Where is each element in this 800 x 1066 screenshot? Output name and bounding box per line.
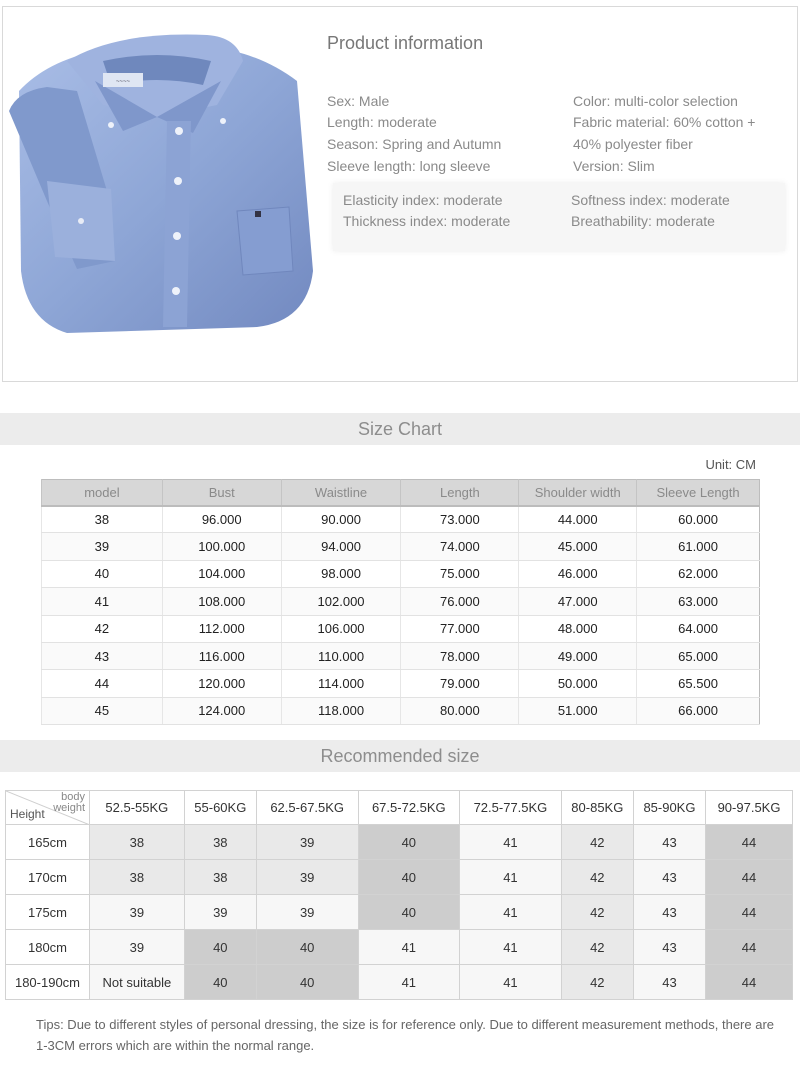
size-cell: 41 xyxy=(358,965,460,1000)
cell: 48.000 xyxy=(519,615,637,642)
weight-header: 62.5-67.5KG xyxy=(256,791,358,825)
cell: 50.000 xyxy=(519,670,637,697)
size-cell: 40 xyxy=(358,860,460,895)
size-chart-table xyxy=(41,479,760,725)
size-cell: 41 xyxy=(460,825,562,860)
shirt-image xyxy=(7,21,319,341)
size-cell: 39 xyxy=(90,895,185,930)
table-row xyxy=(42,506,760,533)
attr-fabric-cont: 40% polyester fiber xyxy=(573,136,693,152)
recommended-header-row xyxy=(6,791,793,825)
size-cell: 39 xyxy=(256,895,358,930)
weight-header: 85-90KG xyxy=(633,791,705,825)
height-cell: 180cm xyxy=(6,930,90,965)
size-chart-header-row xyxy=(42,480,760,506)
height-cell: 180-190cm xyxy=(6,965,90,1000)
cell: 45.000 xyxy=(519,533,637,560)
size-cell: 39 xyxy=(184,895,256,930)
cell: 102.000 xyxy=(281,588,401,615)
size-cell: 40 xyxy=(256,965,358,1000)
cell: 78.000 xyxy=(401,642,519,669)
size-cell: 41 xyxy=(460,895,562,930)
size-cell: 43 xyxy=(633,965,705,1000)
size-cell: Not suitable xyxy=(90,965,185,1000)
cell: 49.000 xyxy=(519,642,637,669)
cell: 38 xyxy=(42,506,163,533)
table-row xyxy=(6,860,793,895)
table-row xyxy=(42,642,760,669)
cell: 60.000 xyxy=(637,506,760,533)
cell: 45 xyxy=(42,697,163,724)
weight-header: 67.5-72.5KG xyxy=(358,791,460,825)
attr-sleeve-length: Sleeve length: long sleeve xyxy=(327,158,491,174)
weight-header: 55-60KG xyxy=(184,791,256,825)
corner-height-label: Height xyxy=(10,807,45,821)
table-row xyxy=(6,965,793,1000)
cell: 46.000 xyxy=(519,560,637,587)
size-cell: 40 xyxy=(358,825,460,860)
col-model: model xyxy=(42,480,163,506)
cell: 61.000 xyxy=(637,533,760,560)
cell: 94.000 xyxy=(281,533,401,560)
size-cell: 43 xyxy=(633,825,705,860)
cell: 51.000 xyxy=(519,697,637,724)
attr-color: Color: multi-color selection xyxy=(573,93,738,109)
cell: 104.000 xyxy=(162,560,281,587)
attr-version: Version: Slim xyxy=(573,158,655,174)
unit-label: Unit: CM xyxy=(705,457,756,472)
cell: 110.000 xyxy=(281,642,401,669)
size-cell: 43 xyxy=(633,860,705,895)
cell: 62.000 xyxy=(637,560,760,587)
cell: 114.000 xyxy=(281,670,401,697)
cell: 65.000 xyxy=(637,642,760,669)
size-cell: 42 xyxy=(561,895,633,930)
col-shoulder-width: Shoulder width xyxy=(519,480,637,506)
corner-body-text: body xyxy=(61,791,85,803)
cell: 108.000 xyxy=(162,588,281,615)
height-cell: 175cm xyxy=(6,895,90,930)
size-cell: 42 xyxy=(561,965,633,1000)
cell: 100.000 xyxy=(162,533,281,560)
cell: 79.000 xyxy=(401,670,519,697)
cell: 74.000 xyxy=(401,533,519,560)
size-cell: 38 xyxy=(184,825,256,860)
table-row xyxy=(6,930,793,965)
cell: 75.000 xyxy=(401,560,519,587)
size-cell: 41 xyxy=(358,930,460,965)
cell: 80.000 xyxy=(401,697,519,724)
weight-header: 90-97.5KG xyxy=(706,791,793,825)
tips-text: Tips: Due to different styles of personal dressing, the size is for reference only. Due to different measurement methods, there are 1-3CM errors which are within the normal range. xyxy=(36,1017,775,1053)
corner-header xyxy=(6,791,90,825)
size-cell: 42 xyxy=(561,860,633,895)
recommended-size-table xyxy=(5,790,793,1000)
cell: 65.500 xyxy=(637,670,760,697)
col-waistline: Waistline xyxy=(281,480,401,506)
cell: 76.000 xyxy=(401,588,519,615)
product-info-title: Product information xyxy=(327,33,484,53)
cell: 98.000 xyxy=(281,560,401,587)
product-info-panel xyxy=(2,6,798,382)
table-row xyxy=(42,560,760,587)
size-cell: 40 xyxy=(184,930,256,965)
size-cell: 41 xyxy=(460,930,562,965)
table-row xyxy=(42,670,760,697)
size-cell: 44 xyxy=(706,965,793,1000)
cell: 47.000 xyxy=(519,588,637,615)
cell: 64.000 xyxy=(637,615,760,642)
cell: 43 xyxy=(42,642,163,669)
cell: 112.000 xyxy=(162,615,281,642)
size-cell: 39 xyxy=(90,930,185,965)
weight-header: 52.5-55KG xyxy=(90,791,185,825)
corner-weight-label xyxy=(53,792,85,814)
size-cell: 41 xyxy=(460,965,562,1000)
size-cell: 43 xyxy=(633,930,705,965)
height-cell: 165cm xyxy=(6,825,90,860)
weight-header: 72.5-77.5KG xyxy=(460,791,562,825)
size-cell: 40 xyxy=(184,965,256,1000)
attr-length: Length: moderate xyxy=(327,114,437,130)
attr-sex: Sex: Male xyxy=(327,93,390,109)
attr-thickness: Thickness index: moderate xyxy=(343,213,511,229)
height-cell: 170cm xyxy=(6,860,90,895)
cell: 44.000 xyxy=(519,506,637,533)
size-cell: 39 xyxy=(256,825,358,860)
attr-softness: Softness index: moderate xyxy=(571,192,730,208)
size-cell: 44 xyxy=(706,930,793,965)
attr-elasticity: Elasticity index: moderate xyxy=(343,192,503,208)
svg-text:~~~~: ~~~~ xyxy=(115,79,131,85)
size-cell: 39 xyxy=(256,860,358,895)
size-cell: 40 xyxy=(256,930,358,965)
col-bust: Bust xyxy=(162,480,281,506)
table-row xyxy=(42,533,760,560)
table-row xyxy=(42,588,760,615)
cell: 106.000 xyxy=(281,615,401,642)
cell: 63.000 xyxy=(637,588,760,615)
size-cell: 42 xyxy=(561,930,633,965)
cell: 41 xyxy=(42,588,163,615)
size-cell: 38 xyxy=(90,825,185,860)
cell: 66.000 xyxy=(637,697,760,724)
cell: 73.000 xyxy=(401,506,519,533)
attr-season: Season: Spring and Autumn xyxy=(327,136,502,152)
cell: 77.000 xyxy=(401,615,519,642)
cell: 42 xyxy=(42,615,163,642)
cell: 40 xyxy=(42,560,163,587)
size-cell: 43 xyxy=(633,895,705,930)
cell: 44 xyxy=(42,670,163,697)
size-cell: 38 xyxy=(90,860,185,895)
table-row xyxy=(42,615,760,642)
cell: 96.000 xyxy=(162,506,281,533)
size-cell: 40 xyxy=(358,895,460,930)
attr-fabric: Fabric material: 60% cotton + xyxy=(573,114,756,130)
size-cell: 42 xyxy=(561,825,633,860)
size-cell: 41 xyxy=(460,860,562,895)
cell: 90.000 xyxy=(281,506,401,533)
cell: 120.000 xyxy=(162,670,281,697)
size-cell: 44 xyxy=(706,825,793,860)
table-row xyxy=(42,697,760,724)
size-cell: 38 xyxy=(184,860,256,895)
attr-breathability: Breathability: moderate xyxy=(571,213,715,229)
corner-weight-text: weight xyxy=(53,802,85,814)
cell: 116.000 xyxy=(162,642,281,669)
cell: 124.000 xyxy=(162,697,281,724)
weight-header: 80-85KG xyxy=(561,791,633,825)
cell: 39 xyxy=(42,533,163,560)
size-chart-title: Size Chart xyxy=(0,413,800,445)
size-cell: 44 xyxy=(706,895,793,930)
col-sleeve-length: Sleeve Length xyxy=(637,480,760,506)
col-length: Length xyxy=(401,480,519,506)
recommended-size-title: Recommended size xyxy=(0,740,800,772)
cell: 118.000 xyxy=(281,697,401,724)
size-cell: 44 xyxy=(706,860,793,895)
table-row xyxy=(6,825,793,860)
table-row xyxy=(6,895,793,930)
